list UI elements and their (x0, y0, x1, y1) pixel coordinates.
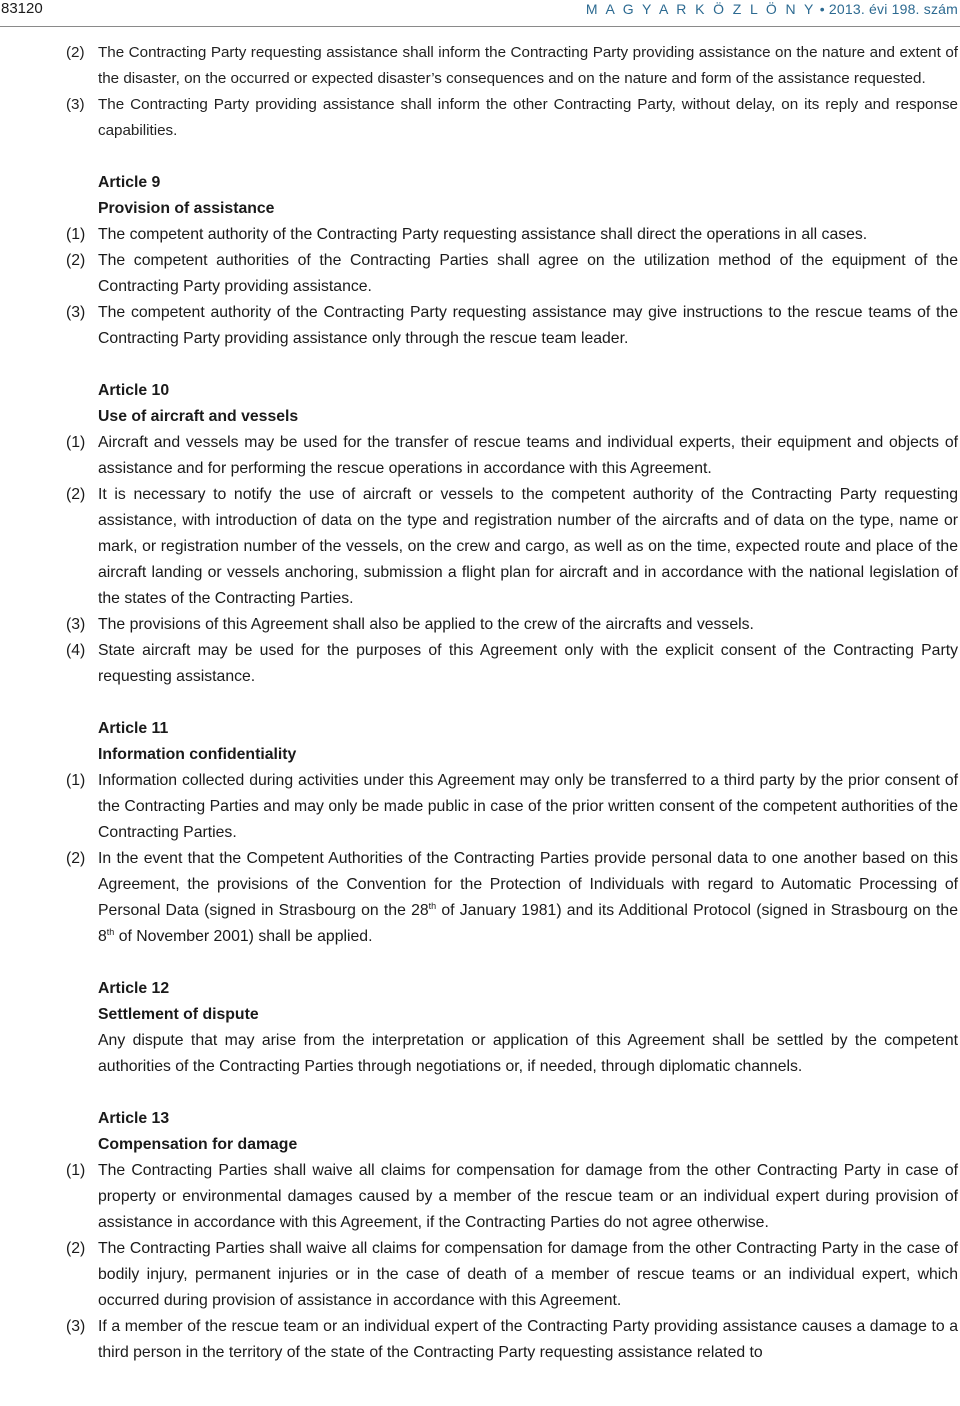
paragraph-text: It is necessary to notify the use of aircraft or vessels to the competent authority of the Contracting Party requesting assistance, with introduction of data on the type and registration number of the aircrafts and of data on the type, name or mark, or registration number of the vessels, on the crew and cargo, as well as on the time, expected route and place of the aircraft landing or vessels anchoring, submission a flight plan for aircraft and in accordance with the national legislation of the states of the Contracting Parties. (98, 486, 958, 607)
article-title: Use of aircraft and vessels (98, 408, 299, 425)
paragraph (66, 768, 958, 846)
paragraph-number: (3) (66, 304, 86, 321)
article-number: Article 10 (98, 382, 170, 399)
paragraph (66, 222, 958, 248)
paragraph (66, 638, 958, 690)
paragraph-text: Information collected during activities under this Agreement may only be transferred to a third party by the prior consent of the Contracting Parties and may only be made public in case of the prior written consent of the competent authorities of the Contracting Parties. (98, 772, 958, 841)
paragraph-text: The provisions of this Agreement shall also be applied to the crew of the aircrafts and vessels. (98, 616, 754, 633)
running-header (586, 1, 958, 17)
paragraph-number: (3) (66, 616, 86, 633)
paragraph (66, 1314, 958, 1366)
paragraph-number: (1) (66, 434, 86, 451)
document-body (66, 40, 958, 1366)
article-number: Article 11 (98, 720, 169, 737)
paragraph-text: The competent authority of the Contracting Party requesting assistance shall direct the operations in all cases. (98, 226, 868, 243)
page-number: 83120 (1, 0, 43, 17)
paragraph (66, 482, 958, 612)
paragraph-number: (2) (66, 44, 85, 61)
paragraph (66, 92, 958, 144)
paragraph-number: (3) (66, 96, 85, 113)
paragraph-text: State aircraft may be used for the purposes of this Agreement only with the explicit consent of the Contracting Party requesting assistance. (98, 642, 958, 685)
page-header (0, 0, 960, 30)
article-heading (66, 976, 958, 1028)
article-number: Article 9 (98, 174, 161, 191)
paragraph-text: In the event that the Competent Authorities of the Contracting Parties provide personal data to one another based on this Agreement, the provisions of the Convention for the Protection of Individuals with regard to Automatic Processing of Personal Data (signed in Strasbourg on the 28 (98, 850, 958, 919)
paragraph-number: (2) (66, 850, 86, 867)
paragraph-number: (1) (66, 772, 86, 789)
article-heading (66, 378, 958, 430)
paragraph-number: (3) (66, 1318, 86, 1335)
paragraph-text: of November 2001) shall be applied. (114, 928, 373, 945)
paragraph (66, 1236, 958, 1314)
paragraph-text: The competent authority of the Contracting Party requesting assistance may give instructions to the rescue teams of the Contracting Party providing assistance only through the rescue team leader. (98, 304, 958, 347)
paragraph (66, 430, 958, 482)
header-rule (0, 26, 960, 27)
paragraph-text: The competent authorities of the Contracting Parties shall agree on the utilization method of the equipment of the Contracting Party providing assistance. (98, 252, 958, 295)
article-title: Provision of assistance (98, 200, 275, 217)
article-heading (66, 170, 958, 222)
article-title: Settlement of dispute (98, 1006, 259, 1023)
article-number: Article 13 (98, 1110, 170, 1127)
header-separator: • (819, 1, 825, 17)
paragraph (66, 248, 958, 300)
paragraph-number: (1) (66, 1162, 86, 1179)
article-number: Article 12 (98, 980, 170, 997)
paragraph-number: (2) (66, 252, 86, 269)
paragraph-text: Any dispute that may arise from the interpretation or application of this Agreement shall be settled by the competent authorities of the Contracting Parties through negotiations or, if needed, through diplomatic channels. (98, 1032, 958, 1075)
paragraph (66, 40, 958, 92)
paragraph-text: Aircraft and vessels may be used for the transfer of rescue teams and individual experts, their equipment and objects of assistance and for performing the rescue operations in accordance with this Agreement. (98, 434, 958, 477)
ordinal-suffix: th (106, 927, 115, 937)
paragraph-number: (2) (66, 1240, 86, 1257)
ordinal-suffix: th (428, 901, 437, 911)
paragraph-text: of January 1981) and its Additional Protocol (signed in Strasbourg on the 8 (98, 902, 959, 945)
paragraph (66, 612, 958, 638)
paragraph-text: The Contracting Party providing assistance shall inform the other Contracting Party, without delay, on its reply and response capabilities. (98, 96, 958, 139)
paragraph-text: The Contracting Parties shall waive all claims for compensation for damage from the other Contracting Party in case of property or environmental damages caused by a member of the rescue team or an individual expert during provision of assistance in accordance with this Agreement, if the Contracting Parties do not agree otherwise. (98, 1162, 958, 1231)
paragraph-number: (2) (66, 486, 86, 503)
article-heading (66, 716, 958, 768)
paragraph-text: If a member of the rescue team or an individual expert of the Contracting Party providing assistance causes a damage to a third person in the territory of the state of the Contracting Party requesting assistance related to (98, 1318, 958, 1361)
paragraph-text: The Contracting Parties shall waive all claims for compensation for damage from the other Contracting Party in the case of bodily injury, permanent injuries or in the case of death of a member of rescue teams or an individual expert, which occurred during provision of assistance in accordance with this Agreement. (98, 1240, 958, 1309)
paragraph-text: The Contracting Party requesting assistance shall inform the Contracting Party providing assistance on the nature and extent of the disaster, on the occurred or expected disaster’s consequences and on the nature and form of the assistance requested. (98, 44, 958, 87)
paragraph (66, 300, 958, 352)
article-heading (66, 1106, 958, 1158)
publication-name: M A G Y A R K Ö Z L Ö N Y (585, 1, 816, 17)
paragraph (66, 1158, 958, 1236)
paragraph-number: (1) (66, 226, 86, 243)
article-title: Information confidentiality (98, 746, 297, 763)
article-title: Compensation for damage (98, 1136, 298, 1153)
paragraph (66, 846, 958, 950)
issue-label: 2013. évi 198. szám (828, 1, 958, 17)
paragraph-number: (4) (66, 642, 86, 659)
